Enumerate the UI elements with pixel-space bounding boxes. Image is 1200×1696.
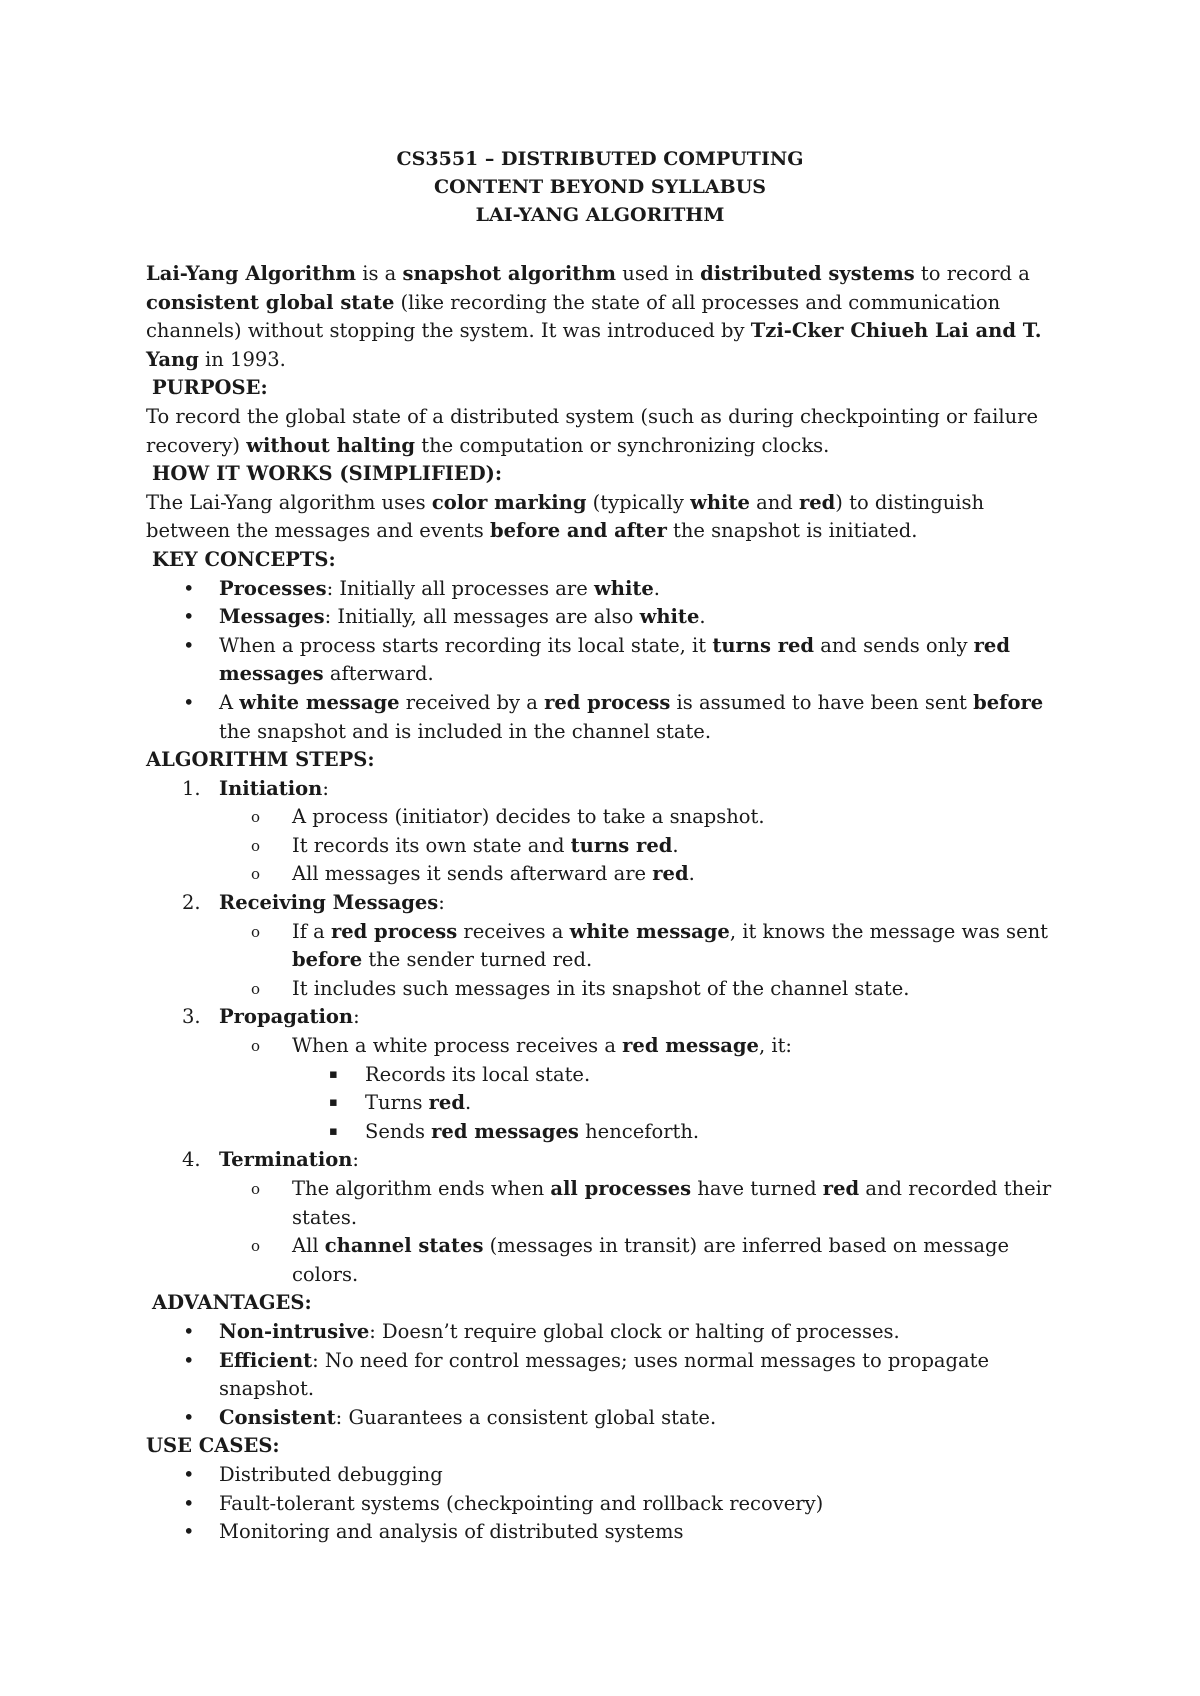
step-number: 4. [182,1148,201,1172]
how-it-works-heading: HOW IT WORKS (SIMPLIFIED): [152,462,503,486]
section-subtitle: CONTENT BEYOND SYLLABUS [434,176,766,198]
list-item: o The algorithm ends when all processes have turned red and recorded their states. [219,1175,1066,1232]
step-title: Termination [219,1148,353,1172]
step-number: 2. [182,891,201,915]
step-number: 1. [182,776,201,800]
list-item: • Processes: Initially all processes are white. [146,575,1066,604]
purpose-paragraph: To record the global state of a distributed system (such as during checkpointing or failure recovery) without halting the computation or synchronizing clocks. [146,404,1039,457]
topic-title: LAI-YANG ALGORITHM [475,204,725,226]
advantages-heading: ADVANTAGES: [152,1291,312,1315]
list-item: ▪ Turns red. [292,1089,1066,1118]
step-termination: 4. Termination: o The algorithm ends when all processes have turned red and recorded their states. o All channel states (messages in transit) are inferred based on message colors. [146,1146,1066,1289]
step-title: Receiving Messages [219,891,439,915]
list-item: • Messages: Initially, all messages are also white. [146,603,1066,632]
step-title: Propagation [219,1005,354,1029]
algorithm-steps-heading: ALGORITHM STEPS: [146,748,375,772]
list-item: • Efficient: No need for control messages; uses normal messages to propagate snapshot. [146,1347,1066,1404]
list-item: • Monitoring and analysis of distributed systems [146,1518,1066,1547]
list-item: o All messages it sends afterward are red. [219,860,1066,889]
use-cases-heading: USE CASES: [146,1434,280,1458]
list-item: • Non-intrusive: Doesn’t require global clock or halting of processes. [146,1318,1066,1347]
key-concepts-heading: KEY CONCEPTS: [152,547,336,571]
list-item: • Fault-tolerant systems (checkpointing and rollback recovery) [146,1490,1066,1519]
step-receiving-messages: 2. Receiving Messages: o If a red process receives a white message, it knows the message was sent before the sender turned red. o It includes such messages in its snapshot of the channel state. [146,889,1066,1003]
how-it-works-paragraph: The Lai-Yang algorithm uses color marking (typically white and red) to distinguish between the messages and events before and after the snapshot is initiated. [146,490,985,543]
step-number: 3. [182,1005,201,1029]
list-item: o It records its own state and turns red. [219,832,1066,861]
intro-paragraph: Lai-Yang Algorithm is a snapshot algorithm used in distributed systems to record a consistent global state (like recording the state of all processes and communication channels) without stopping the system. It was introduced by Tzi-Cker Chiueh Lai and T. Yang in 1993. [146,262,1042,371]
list-item: o It includes such messages in its snapshot of the channel state. [219,975,1066,1004]
use-cases-list [146,1461,1066,1547]
advantages-list [146,1318,1066,1432]
document-body [146,260,1066,1547]
step-title: Initiation [219,776,323,800]
key-concepts-list [146,575,1066,747]
list-item: • Distributed debugging [146,1461,1066,1490]
list-item: o When a white process receives a red message, it: ▪ Records its local state. ▪ Turns red. ▪ Sends red messages henceforth. [219,1032,1066,1146]
list-item: o A process (initiator) decides to take a snapshot. [219,803,1066,832]
list-item: • Consistent: Guarantees a consistent global state. [146,1404,1066,1433]
purpose-heading: PURPOSE: [152,376,268,400]
list-item: • When a process starts recording its local state, it turns red and sends only red messages afterward. [146,632,1066,689]
list-item: o If a red process receives a white message, it knows the message was sent before the sender turned red. [219,918,1066,975]
document-header [0,145,1200,229]
list-item: ▪ Records its local state. [292,1061,1066,1090]
list-item: • A white message received by a red process is assumed to have been sent before the snapshot and is included in the channel state. [146,689,1066,746]
algorithm-steps-list [146,775,1066,1290]
list-item: o All channel states (messages in transit) are inferred based on message colors. [219,1232,1066,1289]
step-initiation: 1. Initiation: o A process (initiator) decides to take a snapshot. o It records its own state and turns red. o All messages it sends afterward are red. [146,775,1066,889]
course-title: CS3551 – DISTRIBUTED COMPUTING [396,148,804,170]
step-propagation: 3. Propagation: o When a white process receives a red message, it: ▪ Records its local state. ▪ Turns red. ▪ Sends red messages henceforth. [146,1003,1066,1146]
list-item: ▪ Sends red messages henceforth. [292,1118,1066,1147]
